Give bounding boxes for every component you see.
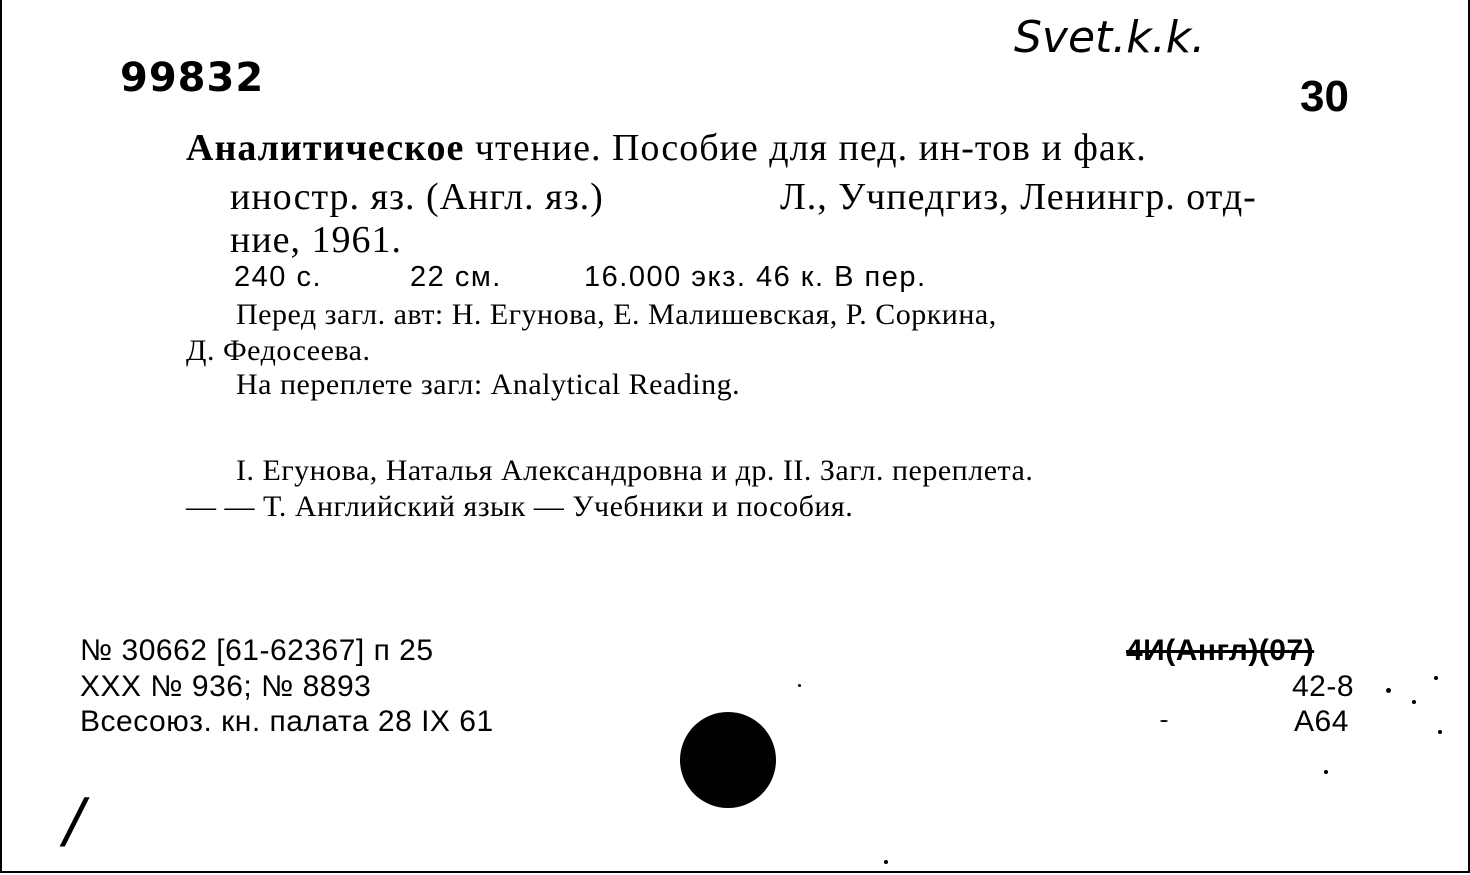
tracing-line-1: I. Егунова, Наталья Александровна и др. II. Загл. переплета. [236,454,1034,487]
title-line-3: ние, 1961. [230,219,403,261]
inventory-number: 99832 [120,55,265,101]
title-bold: Аналитическое [186,127,465,169]
footer-line-2: XXX № 936; № 8893 [80,670,372,703]
physical-size: 22 см. [410,261,502,293]
cover-title-note: На переплете загл: Analytical Reading. [236,368,741,401]
speck [1324,770,1328,774]
speck [1386,688,1391,693]
physical-pages: 240 с. [234,261,322,293]
speck [1438,730,1442,734]
title-line-2b: Л., Учпедгиз, Ленингр. отд- [780,176,1257,218]
tracing-line-2: — — Т. Английский язык — Учебники и пособия. [186,490,854,523]
speck [1412,700,1416,704]
footer-line-1: № 30662 [61-62367] п 25 [80,634,434,667]
author-mark: А64 [1294,705,1349,738]
footer-line-3: Всесоюз. кн. палата 28 IX 61 [80,705,494,738]
speck [884,860,888,864]
authors-line-2: Д. Федосеева. [186,334,371,367]
punch-hole [680,712,776,808]
speck [798,684,801,687]
handwritten-note: Svet.k.k. [1014,12,1206,63]
struck-classification: 4И(Англ)(07) [1126,634,1315,667]
classification-code: 42-8 [1292,670,1355,703]
title-line-1 [186,126,1147,170]
margin-mark: / [64,786,85,856]
speck [1160,720,1168,722]
title-line-2a: иностр. яз. (Англ. яз.) [230,176,604,218]
authors-line-1: Перед загл. авт: Н. Егунова, Е. Малишевская, Р. Соркина, [236,298,997,331]
corner-number: 30 [1300,72,1349,121]
physical-copies: 16.000 экз. 46 к. В пер. [584,261,927,293]
title-line-1-rest: чтение. Пособие для пед. ин-тов и фак. [464,127,1147,169]
speck [1434,676,1438,680]
